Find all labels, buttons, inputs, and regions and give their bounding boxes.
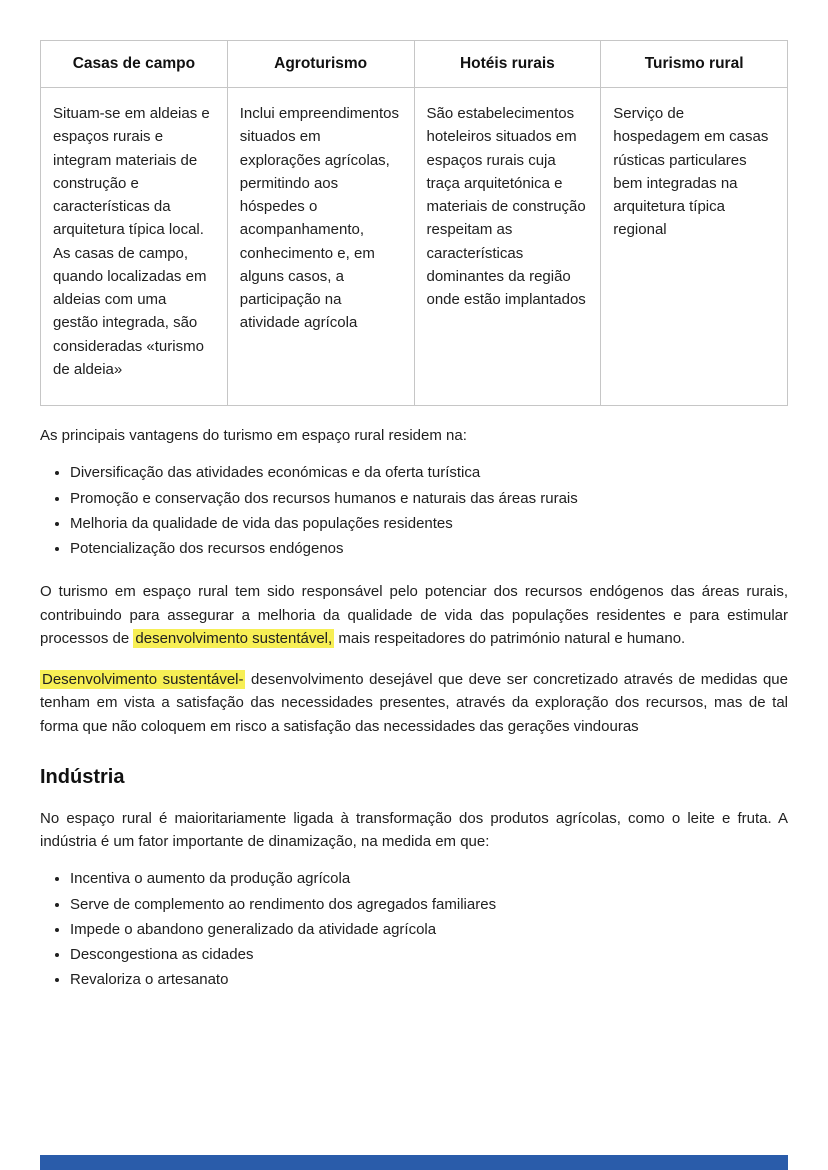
bottom-image-strip — [40, 1155, 788, 1170]
paragraph-text: mais respeitadores do património natural e humano. — [334, 629, 686, 647]
table-header-casas-de-campo: Casas de campo — [41, 41, 228, 88]
industry-list — [40, 867, 788, 991]
table-cell-hoteis-rurais: São estabelecimentos hoteleiros situados em espaços rurais cuja traça arquitetónica e materiais de construção respeitam as características dominantes da região onde estão implantados — [414, 88, 601, 406]
definition-paragraph — [40, 668, 788, 738]
highlight-desenvolvimento-sustentavel: desenvolvimento sustentável, — [135, 629, 333, 647]
list-item: • Diversificação das atividades económicas e da oferta turística — [70, 461, 788, 484]
table-header-turismo-rural: Turismo rural — [601, 41, 788, 88]
advantages-list — [40, 461, 788, 560]
list-item: • Melhoria da qualidade de vida das populações residentes — [70, 512, 788, 535]
table-row — [41, 88, 788, 406]
table-header-agroturismo: Agroturismo — [227, 41, 414, 88]
industry-heading: Indústria — [40, 765, 125, 788]
industry-intro: No espaço rural é maioritariamente ligada à transformação dos produtos agrícolas, como o leite e fruta. A indústria é um fator importante de dinamização, na medida em que: — [40, 809, 788, 850]
highlight-definition-term: Desenvolvimento sustentável- — [42, 671, 244, 688]
table-cell-turismo-rural: Serviço de hospedagem em casas rústicas particulares bem integradas na arquitetura típica regional — [601, 88, 788, 406]
list-item: • Serve de complemento ao rendimento dos agregados familiares — [70, 893, 788, 916]
table-header-row — [41, 41, 788, 88]
list-item: • Potencialização dos recursos endógenos — [70, 537, 788, 560]
list-item: • Descongestiona as cidades — [70, 943, 788, 966]
table-header-hoteis-rurais: Hotéis rurais — [414, 41, 601, 88]
tourism-paragraph — [40, 580, 788, 650]
list-item: • Incentiva o aumento da produção agrícola — [70, 867, 788, 890]
rural-tourism-table — [40, 40, 788, 406]
table-cell-agroturismo: Inclui empreendimentos situados em explorações agrícolas, permitindo aos hóspedes o acompanhamento, conhecimento e, em alguns casos, a participação na atividade agrícola — [227, 88, 414, 406]
list-item: • Revaloriza o artesanato — [70, 968, 788, 991]
advantages-intro: As principais vantagens do turismo em espaço rural residem na: — [40, 427, 467, 444]
paragraph-text: O turismo em espaço rural tem sido responsável pelo potenciar dos recursos endógenos das áreas rurais, contribuindo para assegurar a melhoria da qualidade de vida das populações residentes e para estimular processos de — [40, 583, 788, 647]
paragraph-text: desenvolvimento desejável que deve ser concretizado através de medidas que tenham em vista a satisfação das necessidades presentes, através da exploração dos recursos, mas de tal forma que não coloquem em risco a satisfação das necessidades das gerações vindouras — [40, 671, 788, 735]
list-item: • Impede o abandono generalizado da atividade agrícola — [70, 918, 788, 941]
table-cell-casas-de-campo: Situam-se em aldeias e espaços rurais e integram materiais de construção e características da arquitetura típica local. As casas de campo, quando localizadas em aldeias com uma gestão integrada, são consideradas «turismo de aldeia» — [41, 88, 228, 406]
list-item: • Promoção e conservação dos recursos humanos e naturais das áreas rurais — [70, 487, 788, 510]
